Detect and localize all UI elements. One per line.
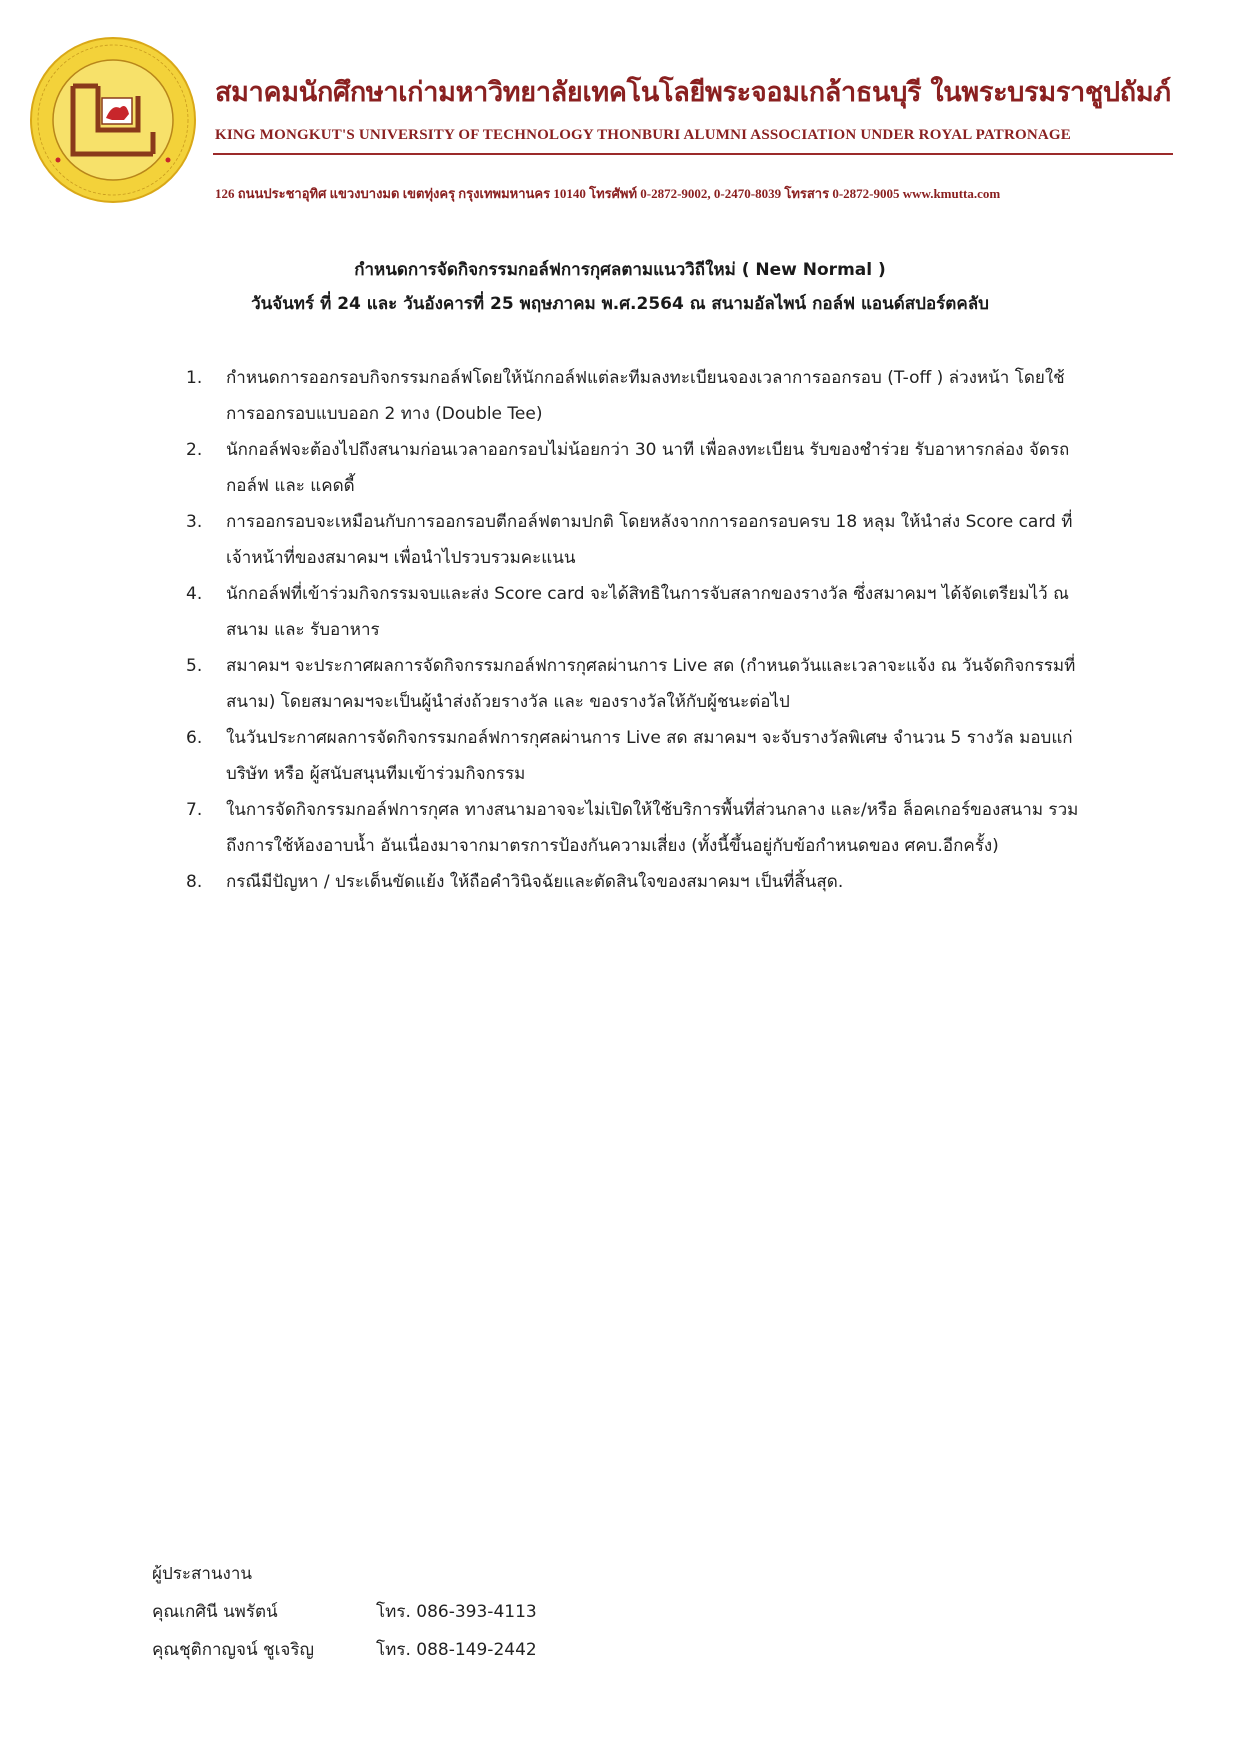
list-item-text: กำหนดการออกรอบกิจกรรมกอล์ฟโดยให้นักกอล์ฟแต่ละทีมลงทะเบียนจองเวลาการออกรอบ (T-off ) ล่วงหน้า โดยใช้การออกรอบแบบออก 2 ทาง (Double Tee): [226, 368, 1065, 424]
coordinators-heading: ผู้ประสานงาน: [152, 1564, 253, 1584]
list-item-number: 4.: [186, 584, 203, 604]
org-name-english: KING MONGKUT'S UNIVERSITY OF TECHNOLOGY THONBURI ALUMNI ASSOCIATION UNDER ROYAL PATRONAGE: [215, 127, 1071, 143]
list-item-number: 2.: [186, 440, 203, 460]
org-address: 126 ถนนประชาอุทิศ แขวงบางมด เขตทุ่งครุ กรุงเทพมหานคร 10140 โทรศัพท์ 0-2872-9002, 0-2470-8039 โทรสาร 0-2872-9005 www.kmutta.com: [215, 186, 1001, 201]
contact-phone: โทร. 086-393-4113: [376, 1602, 537, 1622]
list-item-number: 1.: [186, 368, 203, 388]
list-item-text: กรณีมีปัญหา / ประเด็นขัดแย้ง ให้ถือคำวินิจฉัยและตัดสินใจของสมาคมฯ เป็นที่สิ้นสุด.: [226, 872, 844, 892]
title-line-2: วันจันทร์ ที่ 24 และ วันอังคารที่ 25 พฤษภาคม พ.ศ.2564 ณ สนามอัลไพน์ กอล์ฟ แอนด์สปอร์ตคลับ: [251, 294, 989, 314]
association-logo-icon: [28, 34, 198, 206]
list-item-text: ในการจัดกิจกรรมกอล์ฟการกุศล ทางสนามอาจจะไม่เปิดให้ใช้บริการพื้นที่ส่วนกลาง และ/หรือ ล็อคเกอร์ของสนาม รวมถึงการใช้ห้องอาบน้ำ อันเนื่องมาจากมาตรการป้องกันความเสี่ยง (ทั้งนี้ขึ้นอยู่กับข้อกำหนดของ ศคบ.อีกครั้ง): [226, 800, 1079, 856]
list-item-number: 7.: [186, 800, 203, 820]
org-name-thai: สมาคมนักศึกษาเก่ามหาวิทยาลัยเทคโนโลยีพระจอมเกล้าธนบุรี ในพระบรมราชูปถัมภ์: [215, 77, 1171, 108]
list-item: [186, 360, 1086, 432]
contact-row: [152, 1631, 537, 1669]
list-item-text: นักกอล์ฟจะต้องไปถึงสนามก่อนเวลาออกรอบไม่น้อยกว่า 30 นาที เพื่อลงทะเบียน รับของชำร่วย รับอาหารกล่อง จัดรถกอล์ฟ และ แคดดี้: [226, 440, 1070, 496]
list-item: [186, 576, 1086, 648]
list-item: [186, 648, 1086, 720]
letterhead: [0, 0, 1240, 215]
list-item-text: สมาคมฯ จะประกาศผลการจัดกิจกรรมกอล์ฟการกุศลผ่านการ Live สด (กำหนดวันและเวลาจะแจ้ง ณ วันจัดกิจกรรมที่สนาม) โดยสมาคมฯจะเป็นผู้นำส่งถ้วยรางวัล และ ของรางวัลให้กับผู้ชนะต่อไป: [226, 656, 1076, 712]
list-item-number: 8.: [186, 872, 203, 892]
list-item: [186, 864, 1086, 900]
contact-row: [152, 1593, 537, 1631]
list-item-number: 5.: [186, 656, 203, 676]
letterhead-divider: [213, 153, 1173, 155]
title-line-1: กำหนดการจัดกิจกรรมกอล์ฟการกุศลตามแนววิถีใหม่ ( New Normal ): [354, 260, 886, 280]
list-item: [186, 792, 1086, 864]
list-item: [186, 504, 1086, 576]
contact-name: คุณเกศินี นพรัตน์: [152, 1602, 278, 1622]
contact-phone: โทร. 088-149-2442: [376, 1640, 537, 1660]
contact-name: คุณชุติกาญจน์ ชูเจริญ: [152, 1640, 314, 1660]
rules-list: [186, 360, 1086, 900]
list-item-number: 3.: [186, 512, 203, 532]
list-item-text: ในวันประกาศผลการจัดกิจกรรมกอล์ฟการกุศลผ่านการ Live สด สมาคมฯ จะจับรางวัลพิเศษ จำนวน 5 รางวัล มอบแก่บริษัท หรือ ผู้สนับสนุนทีมเข้าร่วมกิจกรรม: [226, 728, 1073, 784]
document-title: [0, 253, 1240, 321]
list-item-text: นักกอล์ฟที่เข้าร่วมกิจกรรมจบและส่ง Score card จะได้สิทธิในการจับสลากของรางวัล ซึ่งสมาคมฯ ได้จัดเตรียมไว้ ณ สนาม และ รับอาหาร: [226, 584, 1069, 640]
coordinators-section: [152, 1555, 537, 1669]
list-item: [186, 720, 1086, 792]
list-item-number: 6.: [186, 728, 203, 748]
list-item-text: การออกรอบจะเหมือนกับการออกรอบตีกอล์ฟตามปกติ โดยหลังจากการออกรอบครบ 18 หลุม ให้นำส่ง Score card ที่เจ้าหน้าที่ของสมาคมฯ เพื่อนำไปรวบรวมคะแนน: [226, 512, 1073, 568]
list-item: [186, 432, 1086, 504]
